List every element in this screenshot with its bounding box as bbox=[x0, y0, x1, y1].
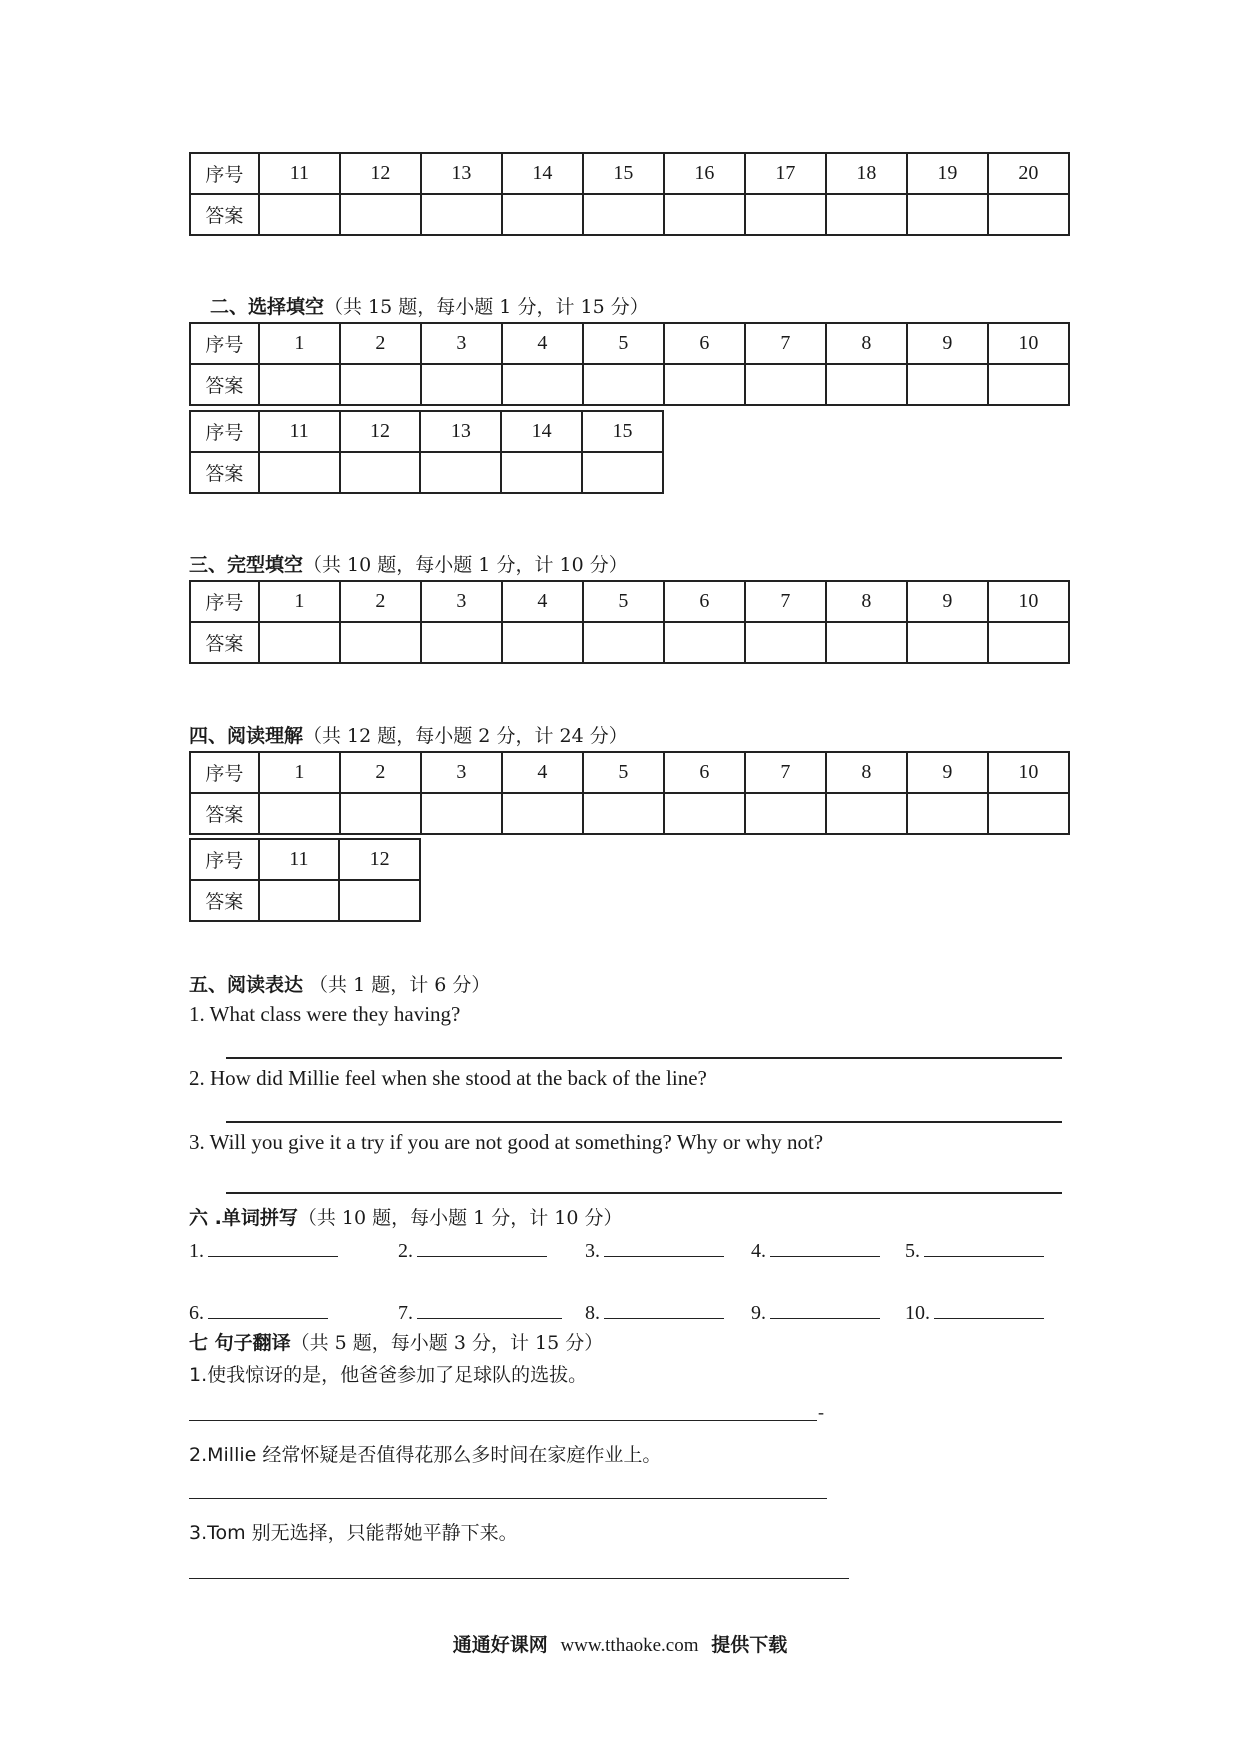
question-2: 2. How did Millie feel when she stood at the back of the line? bbox=[189, 1066, 707, 1090]
translation-item-1: 1.使我惊讶的是，他爸爸参加了足球队的选拔。 bbox=[189, 1364, 588, 1386]
answer-table-section-4-b bbox=[189, 838, 421, 922]
section-3-heading: 三、完型填空 bbox=[189, 554, 304, 576]
table-row bbox=[190, 752, 1069, 793]
table-cell: 11 bbox=[259, 411, 340, 452]
spelling-blank[interactable] bbox=[208, 1238, 338, 1257]
table-cell: 4 bbox=[502, 323, 583, 364]
table-cell: 7 bbox=[745, 752, 826, 793]
answer-cell[interactable] bbox=[988, 622, 1069, 663]
table-cell: 8 bbox=[826, 752, 907, 793]
num-label: 序号 bbox=[190, 581, 259, 622]
table-row bbox=[190, 153, 1069, 194]
table-row bbox=[190, 411, 663, 452]
answer-cell[interactable] bbox=[583, 364, 664, 405]
num-label: 序号 bbox=[190, 323, 259, 364]
answer-cell[interactable] bbox=[502, 364, 583, 405]
answer-cell[interactable] bbox=[420, 452, 501, 493]
spelling-item bbox=[905, 1238, 1044, 1263]
item-number: 4. bbox=[751, 1240, 766, 1262]
answer-table-section-3 bbox=[189, 580, 1070, 664]
question-3: 3. Will you give it a try if you are not good at something? Why or why not? bbox=[189, 1130, 824, 1154]
section-6-title bbox=[189, 1203, 623, 1230]
answer-cell[interactable] bbox=[664, 622, 745, 663]
table-row bbox=[190, 880, 420, 921]
table-row bbox=[190, 452, 663, 493]
table-cell: 9 bbox=[907, 581, 988, 622]
answer-cell[interactable] bbox=[501, 452, 582, 493]
table-cell: 11 bbox=[259, 153, 340, 194]
answer-cell[interactable] bbox=[907, 194, 988, 235]
footer-site-name: 通通好课网 bbox=[452, 1634, 548, 1656]
ans-label: 答案 bbox=[190, 622, 259, 663]
answer-cell[interactable] bbox=[421, 194, 502, 235]
table-cell: 2 bbox=[340, 752, 421, 793]
table-cell: 12 bbox=[340, 153, 421, 194]
table-row bbox=[190, 364, 1069, 405]
table-cell: 19 bbox=[907, 153, 988, 194]
table-cell: 5 bbox=[583, 581, 664, 622]
table-cell: 13 bbox=[420, 411, 501, 452]
section-4-title bbox=[189, 721, 628, 748]
translation-line-1[interactable] bbox=[189, 1420, 817, 1421]
answer-cell[interactable] bbox=[664, 364, 745, 405]
answer-cell[interactable] bbox=[745, 364, 826, 405]
table-cell: 11 bbox=[259, 839, 340, 880]
translation-item-3: 3.Tom 别无选择，只能帮她平静下来。 bbox=[189, 1522, 518, 1544]
section-2-title bbox=[210, 292, 649, 319]
answer-table-section-4 bbox=[189, 751, 1070, 835]
item-number: 3. bbox=[585, 1240, 600, 1262]
table-cell: 6 bbox=[664, 752, 745, 793]
table-cell: 2 bbox=[340, 581, 421, 622]
answer-cell[interactable] bbox=[664, 793, 745, 834]
section-5-title bbox=[189, 970, 490, 997]
table-cell: 8 bbox=[826, 323, 907, 364]
item-number: 9. bbox=[751, 1302, 766, 1324]
answer-table-top bbox=[189, 152, 1070, 236]
answer-cell[interactable] bbox=[988, 793, 1069, 834]
answer-line-3[interactable] bbox=[226, 1192, 1062, 1194]
answer-cell[interactable] bbox=[421, 364, 502, 405]
answer-cell[interactable] bbox=[745, 194, 826, 235]
line-end-mark: - bbox=[818, 1402, 824, 1422]
table-cell: 20 bbox=[988, 153, 1069, 194]
page-footer bbox=[0, 1630, 1240, 1657]
item-number: 1. bbox=[189, 1240, 204, 1262]
table-cell: 5 bbox=[583, 752, 664, 793]
answer-cell[interactable] bbox=[421, 622, 502, 663]
table-cell: 3 bbox=[421, 581, 502, 622]
spelling-blank[interactable] bbox=[604, 1238, 724, 1257]
table-cell: 3 bbox=[421, 752, 502, 793]
table-cell: 1 bbox=[259, 581, 340, 622]
spelling-item bbox=[398, 1300, 562, 1325]
table-row bbox=[190, 622, 1069, 663]
table-row bbox=[190, 793, 1069, 834]
answer-cell[interactable] bbox=[502, 194, 583, 235]
answer-cell[interactable] bbox=[259, 880, 340, 921]
section-6-heading: 六 .单词拼写 bbox=[189, 1207, 298, 1229]
table-cell: 9 bbox=[907, 323, 988, 364]
section-6-scoring: （共 10 题，每小题 1 分，计 10 分） bbox=[297, 1207, 623, 1229]
answer-cell[interactable] bbox=[907, 793, 988, 834]
answer-cell[interactable] bbox=[340, 364, 421, 405]
translation-item-2: 2.Millie 经常怀疑是否值得花那么多时间在家庭作业上。 bbox=[189, 1444, 662, 1466]
section-4-heading: 四、阅读理解 bbox=[189, 725, 304, 747]
table-cell: 2 bbox=[340, 323, 421, 364]
section-3-scoring: （共 10 题，每小题 1 分，计 10 分） bbox=[303, 554, 628, 576]
table-cell: 6 bbox=[664, 323, 745, 364]
section-2-heading: 二、选择填空 bbox=[210, 296, 325, 318]
translation-line-2[interactable] bbox=[189, 1498, 827, 1499]
answer-cell[interactable] bbox=[502, 793, 583, 834]
answer-cell[interactable] bbox=[826, 194, 907, 235]
table-row bbox=[190, 839, 420, 880]
table-cell: 18 bbox=[826, 153, 907, 194]
answer-cell[interactable] bbox=[826, 793, 907, 834]
num-label: 序号 bbox=[190, 153, 259, 194]
ans-label: 答案 bbox=[190, 364, 259, 405]
num-label: 序号 bbox=[190, 752, 259, 793]
table-cell: 7 bbox=[745, 581, 826, 622]
table-cell: 17 bbox=[745, 153, 826, 194]
answer-cell[interactable] bbox=[340, 194, 421, 235]
table-cell: 13 bbox=[421, 153, 502, 194]
spelling-blank[interactable] bbox=[770, 1300, 880, 1319]
spelling-item bbox=[905, 1300, 1044, 1325]
table-cell: 4 bbox=[502, 581, 583, 622]
answer-line-1[interactable] bbox=[226, 1057, 1062, 1059]
table-cell: 9 bbox=[907, 752, 988, 793]
answer-line-2[interactable] bbox=[226, 1121, 1062, 1123]
table-cell: 16 bbox=[664, 153, 745, 194]
section-7-title bbox=[189, 1328, 603, 1355]
table-cell: 12 bbox=[339, 839, 420, 880]
table-cell: 1 bbox=[259, 752, 340, 793]
translation-line-3[interactable] bbox=[189, 1578, 849, 1579]
item-number: 8. bbox=[585, 1302, 600, 1324]
answer-cell[interactable] bbox=[259, 364, 340, 405]
answer-cell[interactable] bbox=[583, 793, 664, 834]
answer-cell[interactable] bbox=[745, 793, 826, 834]
ans-label: 答案 bbox=[190, 194, 259, 235]
answer-cell[interactable] bbox=[907, 364, 988, 405]
spelling-blank[interactable] bbox=[924, 1238, 1044, 1257]
table-cell: 10 bbox=[988, 581, 1069, 622]
ans-label: 答案 bbox=[190, 880, 259, 921]
table-row bbox=[190, 194, 1069, 235]
answer-cell[interactable] bbox=[340, 452, 421, 493]
answer-cell[interactable] bbox=[502, 622, 583, 663]
section-7-scoring: （共 5 题，每小题 3 分，计 15 分） bbox=[290, 1332, 604, 1354]
spelling-blank[interactable] bbox=[417, 1300, 562, 1319]
section-5-scoring: （共 1 题，计 6 分） bbox=[303, 974, 491, 996]
section-3-title bbox=[189, 550, 628, 577]
answer-cell[interactable] bbox=[583, 622, 664, 663]
footer-url[interactable]: www.tthaoke.com bbox=[560, 1635, 699, 1656]
answer-cell[interactable] bbox=[582, 452, 663, 493]
item-number: 10. bbox=[905, 1302, 930, 1324]
answer-cell[interactable] bbox=[259, 452, 340, 493]
answer-cell[interactable] bbox=[745, 622, 826, 663]
footer-suffix: 提供下载 bbox=[711, 1634, 788, 1656]
item-number: 6. bbox=[189, 1302, 204, 1324]
table-cell: 15 bbox=[582, 411, 663, 452]
table-cell: 8 bbox=[826, 581, 907, 622]
table-cell: 12 bbox=[340, 411, 421, 452]
table-cell: 15 bbox=[583, 153, 664, 194]
spelling-blank[interactable] bbox=[208, 1300, 328, 1319]
ans-label: 答案 bbox=[190, 452, 259, 493]
spelling-blank[interactable] bbox=[770, 1238, 880, 1257]
item-number: 2. bbox=[398, 1240, 413, 1262]
answer-cell[interactable] bbox=[826, 364, 907, 405]
answer-cell[interactable] bbox=[259, 194, 340, 235]
answer-cell[interactable] bbox=[259, 793, 340, 834]
answer-cell[interactable] bbox=[988, 194, 1069, 235]
table-cell: 10 bbox=[988, 323, 1069, 364]
answer-cell[interactable] bbox=[664, 194, 745, 235]
num-label: 序号 bbox=[190, 411, 259, 452]
answer-cell[interactable] bbox=[340, 793, 421, 834]
table-cell: 4 bbox=[502, 752, 583, 793]
table-row bbox=[190, 581, 1069, 622]
spelling-item bbox=[585, 1238, 724, 1263]
num-label: 序号 bbox=[190, 839, 259, 880]
spelling-item bbox=[751, 1300, 880, 1325]
section-7-heading: 七 句子翻译 bbox=[189, 1332, 291, 1354]
answer-cell[interactable] bbox=[583, 194, 664, 235]
answer-table-section-2 bbox=[189, 322, 1070, 406]
answer-cell[interactable] bbox=[421, 793, 502, 834]
item-number: 7. bbox=[398, 1302, 413, 1324]
section-2-scoring: （共 15 题，每小题 1 分，计 15 分） bbox=[324, 296, 649, 318]
question-1: 1. What class were they having? bbox=[189, 1002, 461, 1026]
table-cell: 1 bbox=[259, 323, 340, 364]
answer-cell[interactable] bbox=[826, 622, 907, 663]
answer-cell[interactable] bbox=[339, 880, 420, 921]
spelling-item bbox=[398, 1238, 547, 1263]
answer-cell[interactable] bbox=[340, 622, 421, 663]
answer-cell[interactable] bbox=[259, 622, 340, 663]
spelling-blank[interactable] bbox=[417, 1238, 547, 1257]
table-cell: 7 bbox=[745, 323, 826, 364]
item-number: 5. bbox=[905, 1240, 920, 1262]
table-cell: 3 bbox=[421, 323, 502, 364]
spelling-blank[interactable] bbox=[934, 1300, 1044, 1319]
spelling-item bbox=[189, 1300, 328, 1325]
section-4-scoring: （共 12 题，每小题 2 分，计 24 分） bbox=[303, 725, 628, 747]
spelling-item bbox=[585, 1300, 724, 1325]
table-cell: 6 bbox=[664, 581, 745, 622]
spelling-blank[interactable] bbox=[604, 1300, 724, 1319]
spelling-item bbox=[751, 1238, 880, 1263]
table-cell: 5 bbox=[583, 323, 664, 364]
table-cell: 14 bbox=[501, 411, 582, 452]
answer-cell[interactable] bbox=[988, 364, 1069, 405]
spelling-item bbox=[189, 1238, 338, 1263]
section-5-heading: 五、阅读表达 bbox=[189, 974, 304, 996]
answer-cell[interactable] bbox=[907, 622, 988, 663]
table-cell: 10 bbox=[988, 752, 1069, 793]
ans-label: 答案 bbox=[190, 793, 259, 834]
table-cell: 14 bbox=[502, 153, 583, 194]
table-row bbox=[190, 323, 1069, 364]
answer-table-section-2-b bbox=[189, 410, 664, 494]
